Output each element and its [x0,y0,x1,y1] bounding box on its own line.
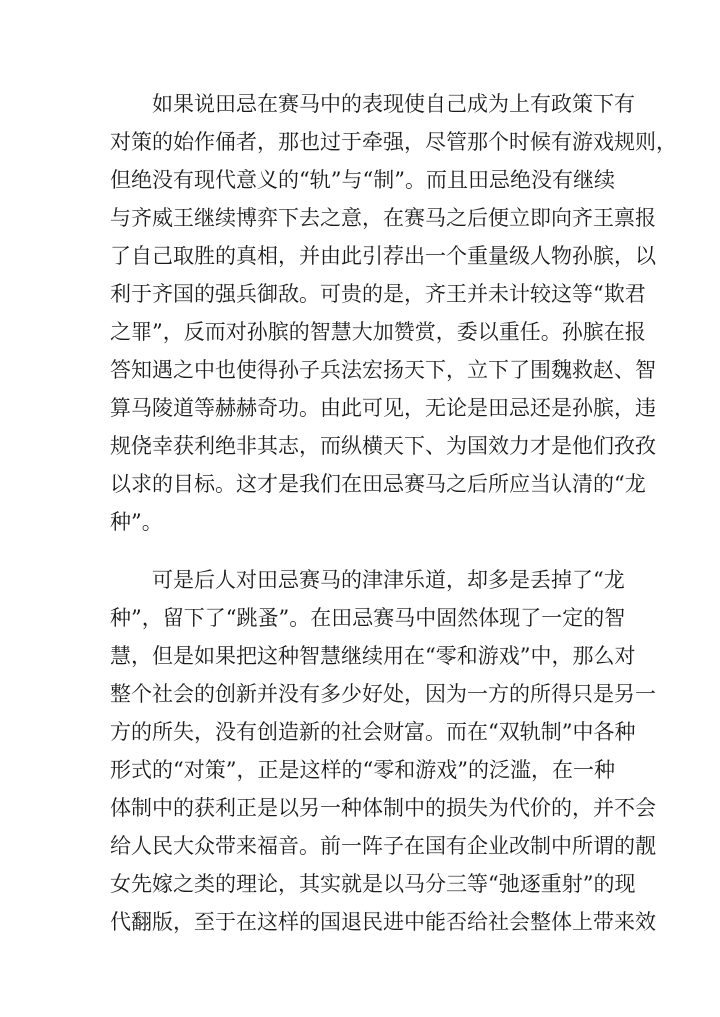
paragraph-line: 算马陵道等赫赫奇功。由此可见，无论是田忌还是孙膑，违 [110,396,656,420]
paragraph-line: 女先嫁之类的理论，其实就是以马分三等“弛逐重射”的现 [110,872,636,896]
paragraph-line: 种”。 [110,510,163,534]
paragraph-line: 慧，但是如果把这种智慧继续用在“零和游戏”中，那么对 [110,644,636,668]
paragraph-line: 方的所失，没有创造新的社会财富。而在“双轨制”中各种 [110,720,636,744]
paragraph-line: 了自己取胜的真相，并由此引荐出一个重量级人物孙膑，以 [110,244,656,268]
paragraph-line: 给人民大众带来福音。前一阵子在国有企业改制中所谓的靓 [110,834,656,858]
paragraph-line: 与齐威王继续博弈下去之意，在赛马之后便立即向齐王禀报 [110,206,656,230]
paragraph-line: 对策的始作俑者，那也过于牵强，尽管那个时候有游戏规则， [110,130,677,154]
paragraph-line: 整个社会的创新并没有多少好处，因为一方的所得只是另一 [110,682,656,706]
paragraph-line: 以求的目标。这才是我们在田忌赛马之后所应当认清的“龙 [110,472,646,496]
paragraph-line: 但绝没有现代意义的“轨”与“制”。而且田忌绝没有继续 [110,168,615,192]
paragraph-line: 可是后人对田忌赛马的津津乐道，却多是丢掉了“龙 [152,568,625,592]
paragraph-line: 答知遇之中也使得孙子兵法宏扬天下，立下了围魏救赵、智 [110,358,656,382]
paragraph-line: 种”，留下了“跳蚤”。在田忌赛马中固然体现了一定的智 [110,606,626,630]
paragraph-line: 规侥幸获利绝非其志，而纵横天下、为国效力才是他们孜孜 [110,434,656,458]
paragraph-line: 代翻版，至于在这样的国退民进中能否给社会整体上带来效 [110,910,656,934]
paragraph-line: 如果说田忌在赛马中的表现使自己成为上有政策下有 [152,92,635,116]
paragraph-line: 体制中的获利正是以另一种体制中的损失为代价的，并不会 [110,796,656,820]
paragraph-line: 形式的“对策”，正是这样的“零和游戏”的泛滥，在一种 [110,758,615,782]
paragraph-line: 利于齐国的强兵御敌。可贵的是，齐王并未计较这等“欺君 [110,282,646,306]
paragraph-line: 之罪”，反而对孙膑的智慧大加赞赏，委以重任。孙膑在报 [110,320,646,344]
